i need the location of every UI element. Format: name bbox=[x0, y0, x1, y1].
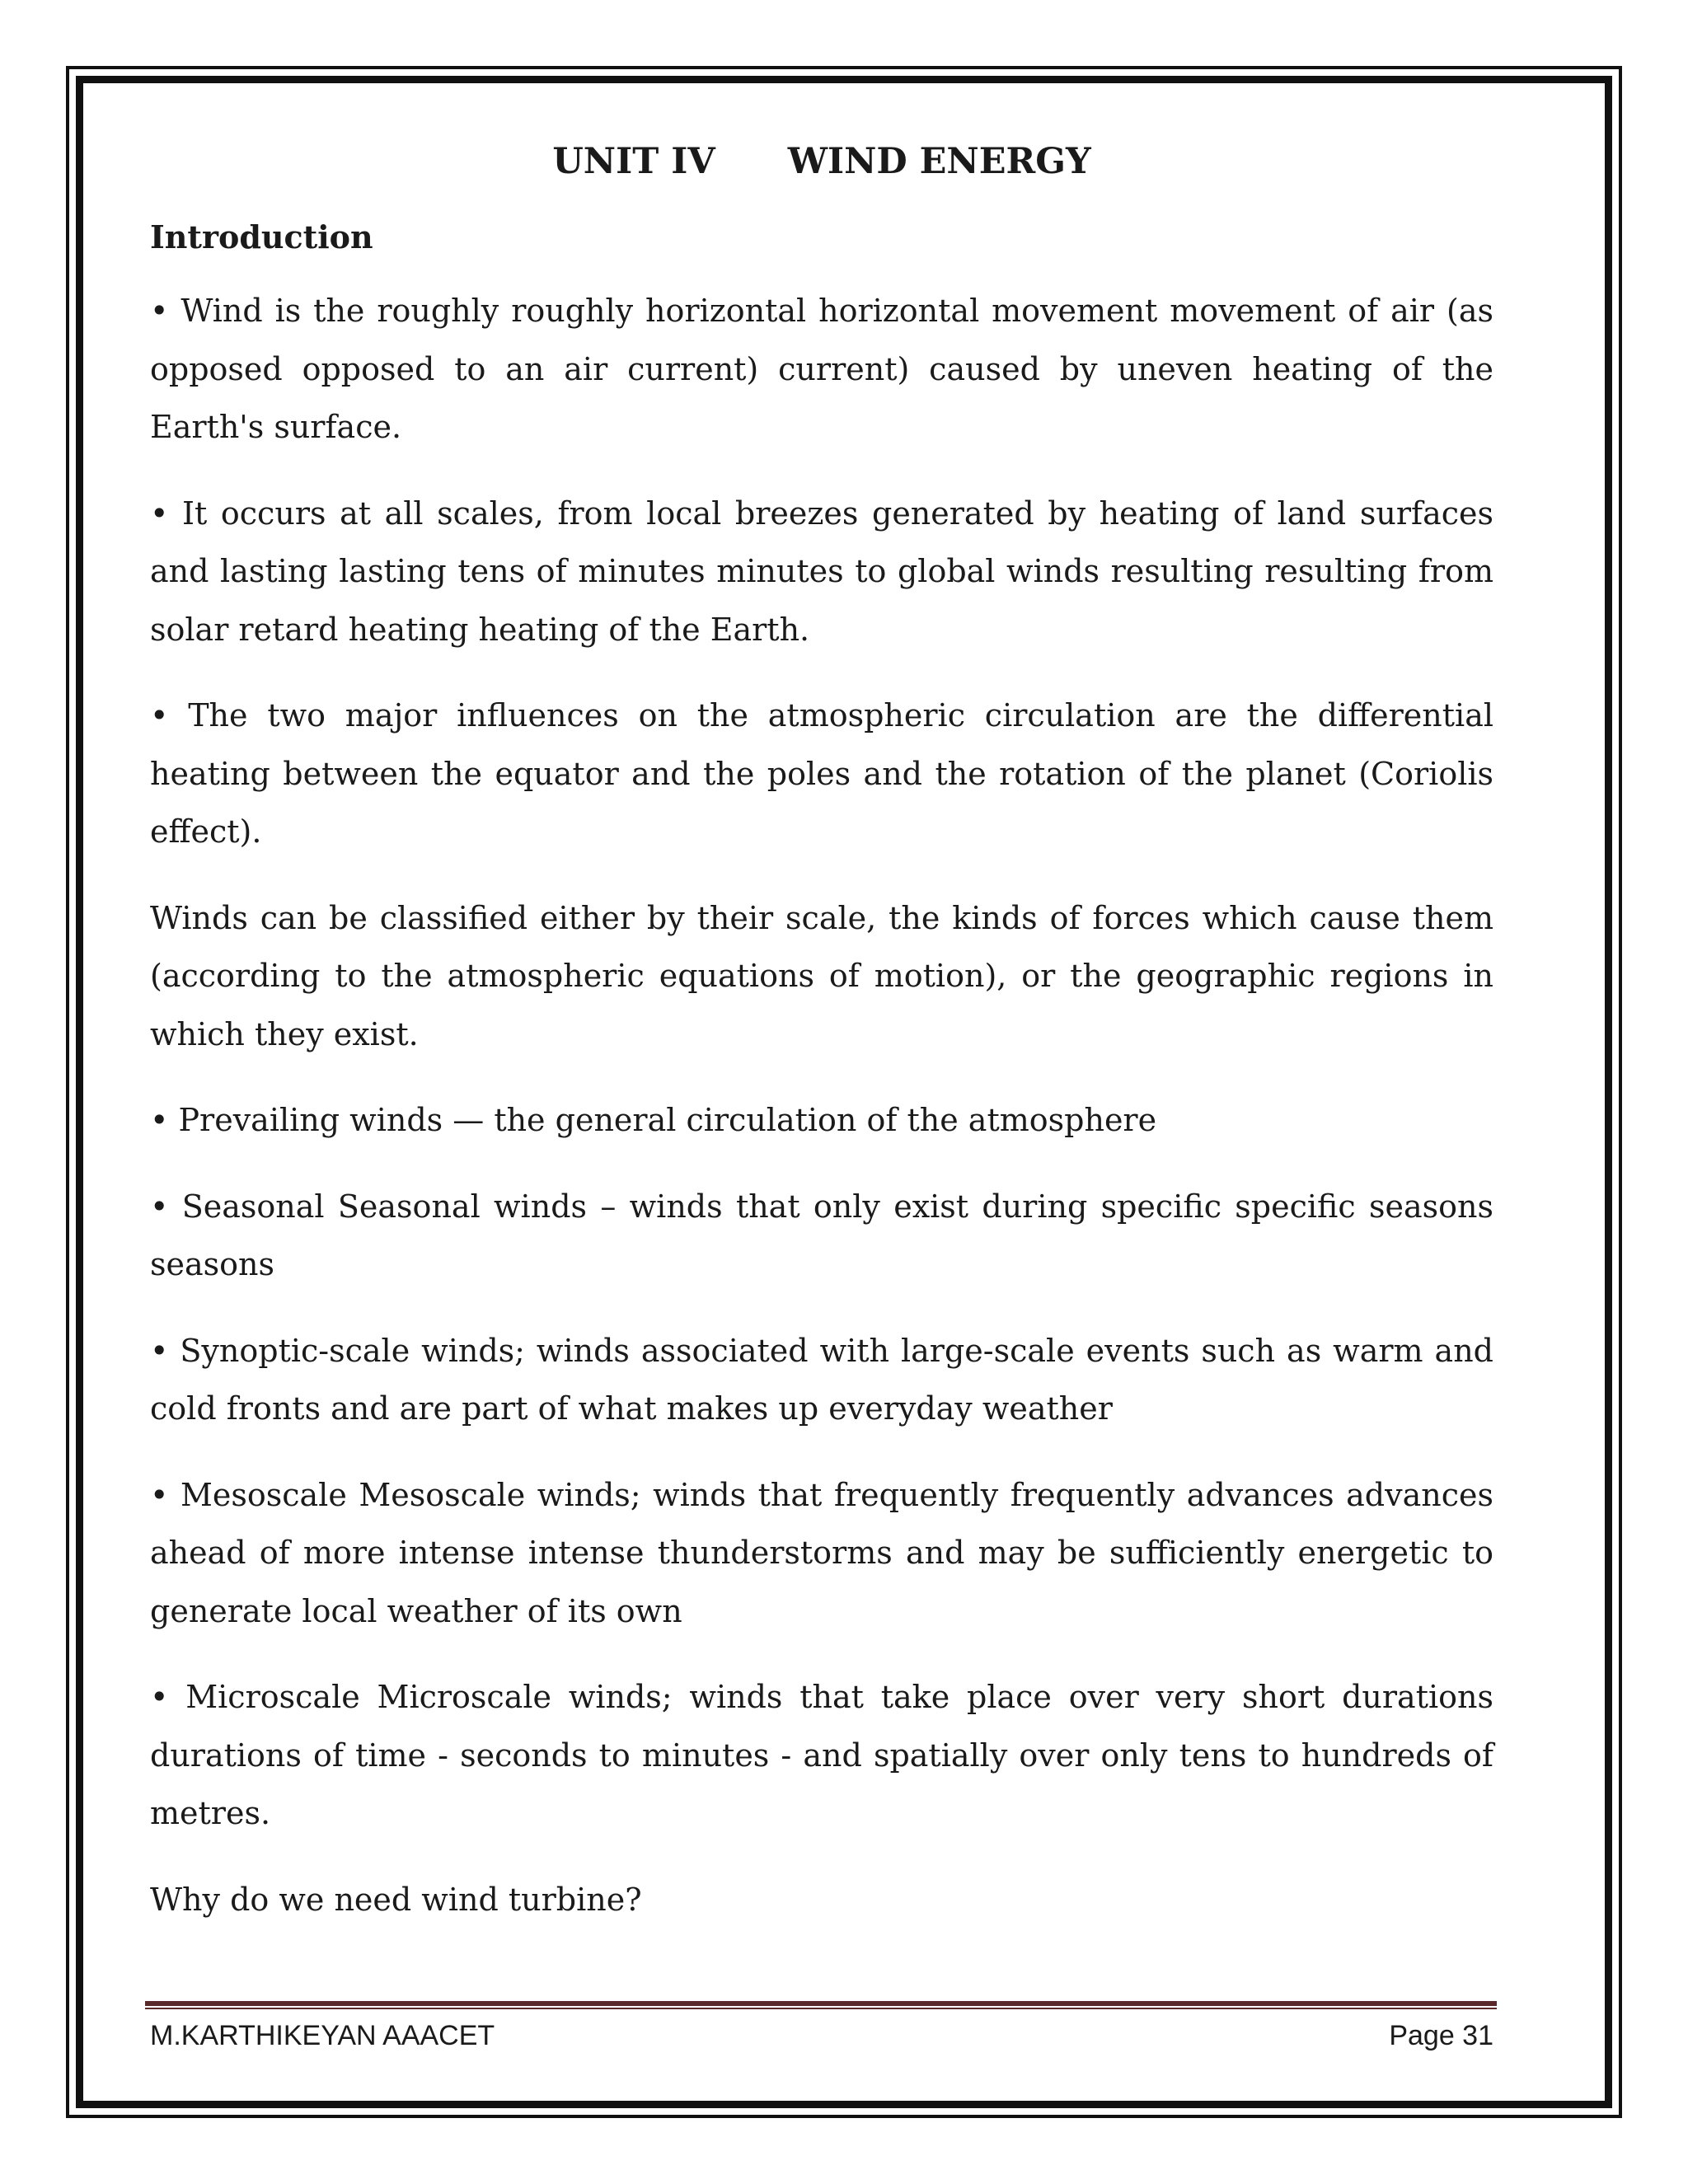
paragraph-prevailing-winds: • Prevailing winds — the general circulation of the atmosphere bbox=[150, 1102, 1157, 1138]
paragraph-wind-definition: • Wind is the roughly roughly horizontal horizontal movement movement of air (as opposed opposed to an air current) current) caused by uneven heating of the Earth's surface. bbox=[150, 293, 1493, 445]
paragraph-seasonal-winds: • Seasonal Seasonal winds – winds that only exist during specific specific seasons seasons bbox=[150, 1188, 1493, 1282]
paragraph-wind-scales: • It occurs at all scales, from local breezes generated by heating of land surfaces and lasting lasting tens of minutes minutes to global winds resulting resulting from solar retard heating heating of the Earth. bbox=[150, 494, 1493, 648]
page-content bbox=[150, 132, 1493, 1957]
paragraph-microscale-winds: • Microscale Microscale winds; winds that take place over very short durations durations of time - seconds to minutes - and spatially over only tens to hundreds of metres. bbox=[150, 1679, 1493, 1831]
footer-author: M.KARTHIKEYAN AAACET bbox=[150, 2020, 495, 2051]
paragraph-major-influences: • The two major influences on the atmospheric circulation are the differential heating between the equator and the poles and the rotation of the planet (Coriolis effect). bbox=[150, 697, 1493, 850]
page-footer bbox=[150, 2016, 1493, 2055]
paragraph-wind-classification: Winds can be classified either by their scale, the kinds of forces which cause them (according to the atmospheric equations of motion), or the geographic regions in which they exist. bbox=[150, 899, 1493, 1052]
page-title bbox=[150, 132, 1493, 191]
paragraph-mesoscale-winds: • Mesoscale Mesoscale winds; winds that frequently frequently advances advances ahead of more intense intense thunderstorms and may be sufficiently energetic to generate local weather of its own bbox=[150, 1476, 1493, 1629]
section-heading-introduction: Introduction bbox=[150, 218, 373, 255]
paragraph-why-wind-turbine: Why do we need wind turbine? bbox=[150, 1881, 642, 1918]
footer-page-number: Page 31 bbox=[1389, 2020, 1493, 2051]
paragraph-synoptic-winds: • Synoptic-scale winds; winds associated with large-scale events such as warm and cold fronts and are part of what makes up everyday weather bbox=[150, 1332, 1493, 1427]
unit-title-text: WIND ENERGY bbox=[787, 141, 1091, 182]
unit-label: UNIT IV bbox=[552, 141, 715, 182]
footer-rule bbox=[145, 2001, 1497, 2009]
